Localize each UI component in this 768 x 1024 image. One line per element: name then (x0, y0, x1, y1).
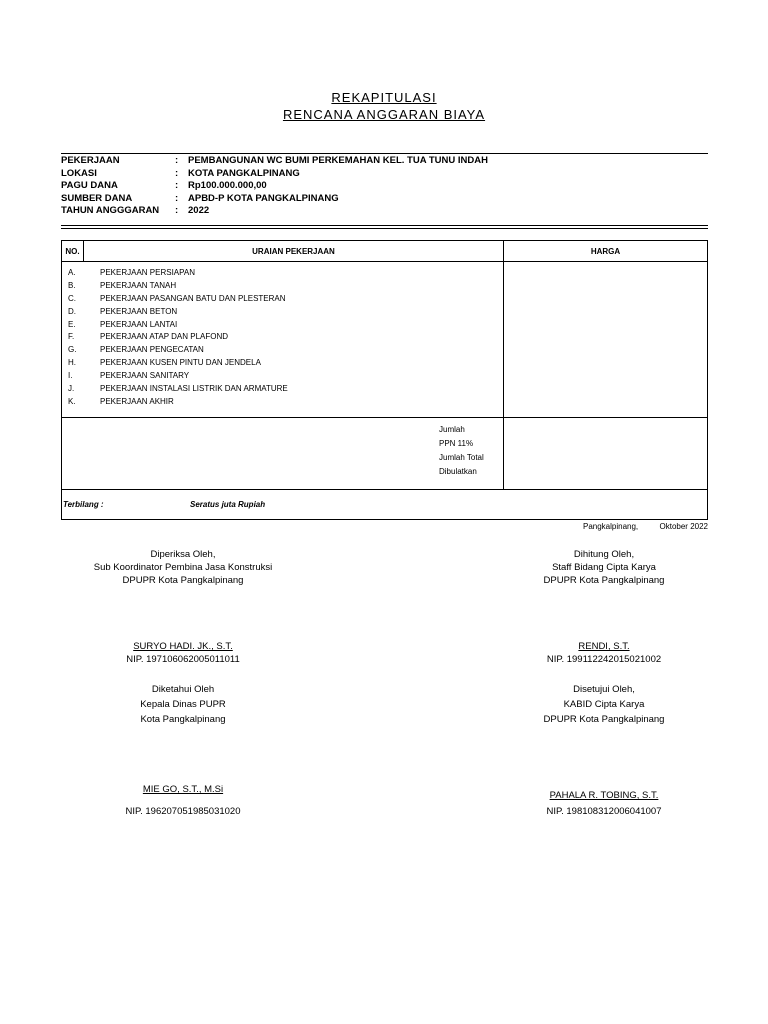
terbilang-cell (62, 490, 708, 520)
summary-jumlah: Jumlah (439, 425, 465, 434)
signer-name: RENDI, S.T. (578, 641, 630, 652)
item-no: A. (68, 268, 76, 277)
table-items-row (62, 262, 708, 418)
info-colon: : (175, 180, 179, 191)
item-no: K. (68, 396, 76, 406)
info-value: KOTA PANGKALPINANG (188, 167, 300, 179)
info-colon: : (175, 192, 179, 204)
item-desc: PEKERJAAN SANITARY (100, 371, 190, 381)
sign-line: Disetujui Oleh, (573, 684, 635, 695)
info-colon: : (175, 205, 179, 216)
sign-line: Diketahui Oleh (151, 684, 215, 695)
summary-ppn: PPN 11% (439, 439, 474, 448)
item-desc: PEKERJAAN AKHIR (100, 396, 174, 406)
item-no: I. (68, 371, 73, 381)
sign-line: Kota Pangkalpinang (140, 714, 226, 725)
title-rencana-anggaran-biaya: RENCANA ANGGARAN BIAYA (282, 107, 486, 122)
signer-name: PAHALA R. TOBING, S.T. (549, 790, 659, 801)
info-value: PEMBANGUNAN WC BUMI PERKEMAHAN KEL. TUA TUNU INDAH (188, 155, 488, 166)
info-label: PAGU DANA (61, 180, 118, 191)
item-desc: PEKERJAAN ATAP DAN PLAFOND (100, 332, 229, 342)
sign-line: Kepala Dinas PUPR (140, 699, 226, 710)
signer-nip: NIP. 197106062005011011 (126, 654, 240, 665)
item-no: H. (68, 358, 76, 368)
info-value: 2022 (188, 205, 210, 216)
signature-dihitung-name-block (454, 640, 754, 666)
item-no: C. (68, 293, 76, 303)
header-uraian: URAIAN PEKERJAAN (84, 241, 504, 262)
place: Pangkalpinang, (583, 522, 639, 531)
item-desc: PEKERJAAN PERSIAPAN (100, 268, 195, 277)
item-no: D. (68, 306, 76, 316)
item-no: G. (68, 345, 77, 355)
signature-dihitung (454, 548, 754, 587)
sign-line: KABID Cipta Karya (563, 699, 645, 710)
info-label: SUMBER DANA (61, 192, 133, 204)
signature-diketahui (33, 682, 333, 727)
header-rule-top (61, 153, 708, 154)
info-row-sumber-dana (61, 193, 488, 206)
header-rule-double-2 (61, 228, 708, 229)
item-desc: PEKERJAAN LANTAI (100, 319, 178, 329)
signer-nip: NIP. 199112242015021002 (546, 654, 662, 665)
summary-harga-cell (504, 418, 708, 490)
items-cell (62, 262, 504, 418)
sign-line: DPUPR Kota Pangkalpinang (122, 575, 244, 586)
info-label: PEKERJAAN (61, 155, 120, 166)
signer-nip: NIP. 198108312006041007 (546, 806, 662, 817)
table-terbilang-row (62, 490, 708, 520)
info-label: TAHUN ANGGGARAN (61, 205, 160, 216)
sign-line: Staff Bidang Cipta Karya (552, 562, 656, 573)
item-no: F. (68, 332, 75, 342)
info-value: APBD-P KOTA PANGKALPINANG (188, 192, 339, 204)
sign-line: DPUPR Kota Pangkalpinang (543, 575, 665, 586)
table-summary-row (62, 418, 708, 490)
item-desc: PEKERJAAN BETON (100, 306, 178, 316)
info-row-pagu-dana (61, 180, 488, 193)
header-no: NO. (62, 241, 84, 262)
item-desc: PEKERJAAN KUSEN PINTU DAN JENDELA (100, 358, 261, 368)
header-harga: HARGA (504, 241, 708, 262)
info-colon: : (175, 167, 179, 179)
info-colon: : (175, 155, 179, 166)
signature-disetujui-nip (454, 805, 754, 818)
signature-disetujui-name (454, 789, 754, 802)
terbilang-value: Seratus juta Rupiah (190, 500, 266, 509)
summary-cell (62, 418, 504, 490)
sign-line: Diperiksa Oleh, (150, 549, 216, 560)
signature-diketahui-name (33, 783, 333, 796)
item-desc: PEKERJAAN INSTALASI LISTRIK DAN ARMATURE (100, 384, 288, 394)
place-date (583, 522, 708, 531)
info-value: Rp100.000.000,00 (188, 180, 267, 191)
info-row-pekerjaan (61, 155, 488, 168)
signature-diperiksa-name-block (33, 640, 333, 666)
summary-labels (439, 423, 503, 479)
summary-dibulatkan: Dibulatkan (439, 467, 477, 476)
sign-line: DPUPR Kota Pangkalpinang (543, 714, 665, 725)
terbilang-label: Terbilang : (63, 500, 104, 509)
item-desc: PEKERJAAN PASANGAN BATU DAN PLESTERAN (100, 293, 286, 303)
sign-line: Dihitung Oleh, (573, 549, 635, 560)
title-rekapitulasi: REKAPITULASI (331, 90, 437, 105)
items-harga-cell (504, 262, 708, 418)
signer-name: SURYO HADI. JK., S.T. (133, 641, 233, 652)
item-numbers (62, 267, 100, 409)
rab-summary-table (61, 240, 708, 520)
item-no: B. (68, 280, 76, 290)
signature-disetujui (454, 682, 754, 727)
info-row-lokasi (61, 168, 488, 181)
item-descriptions (100, 267, 288, 409)
signature-diketahui-nip (33, 805, 333, 818)
summary-jumlah-total: Jumlah Total (439, 453, 484, 462)
sign-line: Sub Koordinator Pembina Jasa Konstruksi (93, 562, 273, 573)
header-rule-double-1 (61, 225, 708, 226)
info-row-tahun-anggaran (61, 205, 488, 218)
signature-diperiksa (33, 548, 333, 587)
signer-name: MIE GO, S.T., M.Si (142, 784, 224, 795)
item-no: J. (68, 384, 75, 394)
signer-nip: NIP. 196207051985031020 (125, 806, 241, 817)
info-label: LOKASI (61, 167, 97, 179)
item-no: E. (68, 319, 76, 329)
table-header-row (62, 241, 708, 262)
project-info (61, 155, 488, 218)
date: Oktober 2022 (659, 522, 708, 531)
item-desc: PEKERJAAN PENGECATAN (100, 345, 204, 355)
item-desc: PEKERJAAN TANAH (100, 280, 177, 290)
